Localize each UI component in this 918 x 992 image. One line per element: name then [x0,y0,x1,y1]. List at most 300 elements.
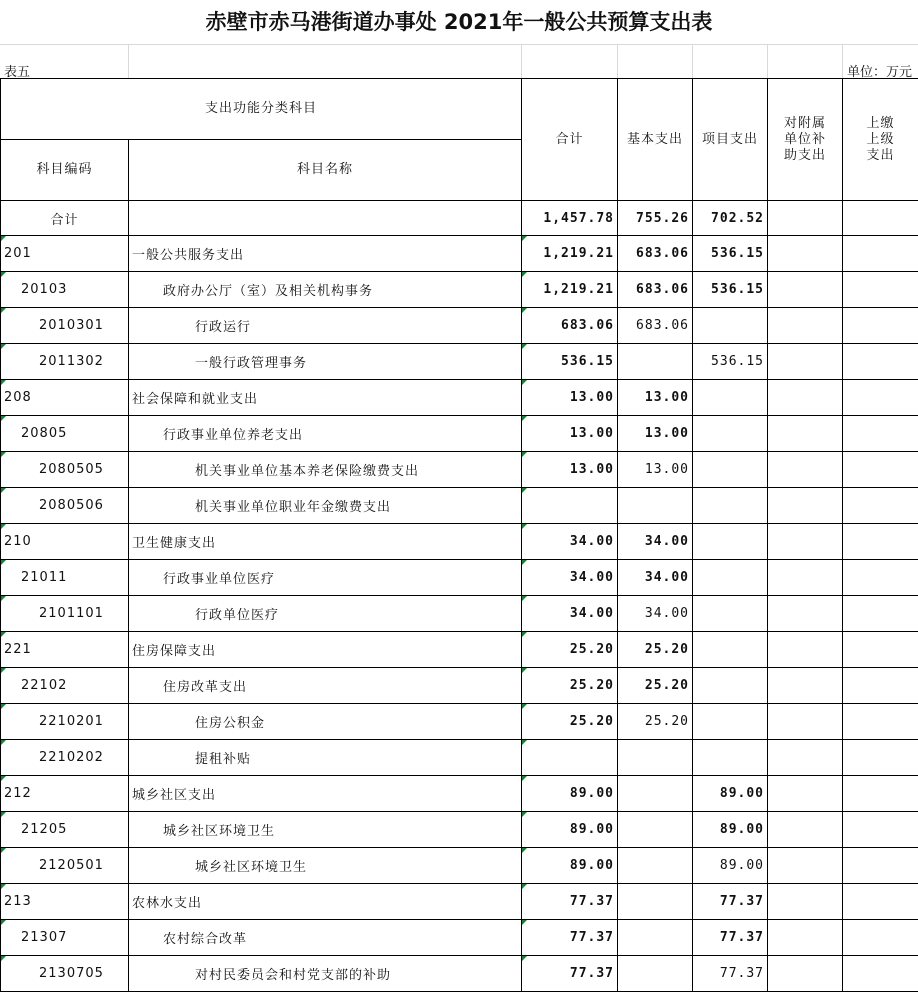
cell-text: 536.15 [711,246,765,261]
cell-text: 农村综合改革 [163,932,248,947]
table-row [1,380,918,416]
cell-text: 755.26 [636,210,690,226]
cell-text: 合计 [50,212,79,228]
cell-name [129,884,522,920]
cell-basic [618,740,693,776]
table-row [1,920,918,956]
cell-text: 77.37 [569,930,615,945]
header-project: 项目支出 [693,79,768,201]
cell-name [129,524,522,560]
table-row [1,416,918,452]
cell-code [1,380,129,416]
table-row [1,344,918,380]
cell-total [522,812,618,848]
cell-basic [618,272,693,308]
cell-text: 社会保障和就业支出 [132,392,259,407]
cell-total [522,452,618,488]
cell-text: 行政事业单位养老支出 [163,428,304,443]
header-basic: 基本支出 [618,79,693,201]
cell-text: 2010301 [39,318,104,333]
cell-upper [843,272,918,308]
cell-code [1,272,129,308]
cell-marker-icon [1,452,6,457]
cell-text: 77.37 [569,894,615,909]
cell-text: 34.00 [569,534,615,549]
cell-project [693,560,768,596]
cell-subsidy [768,380,843,416]
cell-upper [843,452,918,488]
cell-marker-icon [1,848,6,853]
cell-subsidy [768,668,843,704]
header-category-group: 支出功能分类科目 [1,79,522,140]
cell-basic [618,920,693,956]
cell-upper [843,308,918,344]
cell-project [693,956,768,992]
cell-text: 机关事业单位基本养老保险缴费支出 [195,464,420,479]
cell-text: 住房公积金 [195,716,266,731]
cell-text: 2080505 [39,462,104,477]
cell-marker-icon [522,812,527,817]
cell-text: 城乡社区支出 [132,788,217,803]
header-code: 科目编码 [1,140,129,201]
cell-project [693,272,768,308]
cell-basic [618,201,693,236]
cell-text: 2210201 [39,714,104,729]
cell-project [693,380,768,416]
cell-text: 2130705 [39,966,104,981]
cell-name [129,416,522,452]
cell-total [522,236,618,272]
cell-subsidy [768,956,843,992]
cell-code [1,236,129,272]
cell-subsidy [768,488,843,524]
cell-upper [843,632,918,668]
cell-text: 34.00 [644,534,690,549]
cell-code [1,596,129,632]
table-row [1,201,918,236]
cell-marker-icon [1,488,6,493]
cell-project [693,776,768,812]
cell-upper [843,488,918,524]
cell-basic [618,848,693,884]
cell-project [693,236,768,272]
cell-text: 683.06 [636,318,690,333]
cell-marker-icon [522,704,527,709]
cell-marker-icon [1,272,6,277]
cell-marker-icon [1,380,6,385]
cell-total [522,884,618,920]
cell-marker-icon [522,740,527,745]
cell-upper [843,668,918,704]
cell-marker-icon [1,776,6,781]
table-row [1,740,918,776]
cell-text: 34.00 [569,570,615,585]
cell-code [1,416,129,452]
cell-upper [843,560,918,596]
cell-total [522,344,618,380]
cell-marker-icon [1,668,6,673]
cell-marker-icon [1,704,6,709]
table-row [1,236,918,272]
cell-text: 212 [4,786,32,801]
table-row [1,848,918,884]
cell-text: 1,457.78 [543,210,615,226]
cell-text: 行政事业单位医疗 [163,572,276,587]
cell-upper [843,848,918,884]
header-upper: 上缴上级支出 [843,79,918,201]
cell-marker-icon [522,344,527,349]
table-row [1,488,918,524]
cell-text: 77.37 [719,930,765,945]
cell-project [693,344,768,380]
cell-text: 25.20 [644,642,690,657]
cell-name [129,920,522,956]
table-row [1,524,918,560]
cell-total [522,956,618,992]
cell-code [1,920,129,956]
cell-text: 农林水支出 [132,896,203,911]
cell-subsidy [768,201,843,236]
cell-name [129,308,522,344]
cell-text: 77.37 [719,894,765,909]
cell-project [693,596,768,632]
cell-text: 536.15 [561,354,615,369]
cell-marker-icon [1,308,6,313]
cell-text: 25.20 [644,714,690,729]
cell-project [693,201,768,236]
sheet-gridline [617,44,618,78]
cell-text: 89.00 [569,858,615,873]
sheet-gridline [842,44,843,78]
table-row [1,272,918,308]
cell-text: 683.06 [561,318,615,333]
cell-name [129,272,522,308]
cell-basic [618,632,693,668]
cell-basic [618,668,693,704]
cell-subsidy [768,308,843,344]
cell-code [1,704,129,740]
cell-text: 13.00 [569,390,615,405]
table-row [1,668,918,704]
cell-project [693,812,768,848]
cell-marker-icon [1,956,6,961]
cell-marker-icon [522,452,527,457]
cell-text: 25.20 [569,642,615,657]
cell-text: 34.00 [569,606,615,621]
cell-text: 89.00 [569,822,615,837]
cell-code [1,776,129,812]
cell-text: 20805 [21,426,68,441]
table-row [1,632,918,668]
cell-basic [618,812,693,848]
cell-code [1,812,129,848]
cell-total [522,704,618,740]
cell-upper [843,812,918,848]
cell-subsidy [768,776,843,812]
cell-code [1,956,129,992]
cell-project [693,704,768,740]
cell-subsidy [768,848,843,884]
cell-total [522,380,618,416]
cell-subsidy [768,740,843,776]
cell-marker-icon [1,560,6,565]
cell-name [129,236,522,272]
cell-marker-icon [522,776,527,781]
cell-basic [618,380,693,416]
cell-marker-icon [522,920,527,925]
cell-subsidy [768,596,843,632]
cell-text: 25.20 [644,678,690,693]
cell-marker-icon [522,308,527,313]
cell-total [522,632,618,668]
cell-text: 22102 [21,678,68,693]
cell-basic [618,488,693,524]
cell-text: 89.00 [719,858,765,873]
cell-text: 683.06 [636,282,690,297]
cell-basic [618,956,693,992]
cell-text: 21307 [21,930,68,945]
cell-name [129,848,522,884]
cell-text: 89.00 [719,786,765,801]
cell-text: 政府办公厅（室）及相关机构事务 [163,284,374,299]
cell-marker-icon [522,416,527,421]
cell-marker-icon [1,884,6,889]
cell-basic [618,596,693,632]
cell-subsidy [768,812,843,848]
cell-project [693,884,768,920]
cell-text: 536.15 [711,354,765,369]
cell-marker-icon [1,524,6,529]
cell-text: 34.00 [644,606,690,621]
cell-upper [843,740,918,776]
cell-text: 213 [4,894,32,909]
cell-text: 行政单位医疗 [195,608,280,623]
table-row [1,956,918,992]
cell-project [693,416,768,452]
cell-project [693,920,768,956]
cell-text: 一般行政管理事务 [195,356,308,371]
cell-name [129,344,522,380]
cell-total [522,524,618,560]
cell-name [129,560,522,596]
cell-total [522,740,618,776]
cell-marker-icon [1,236,6,241]
table-row [1,596,918,632]
cell-code [1,488,129,524]
cell-marker-icon [522,632,527,637]
page-title: 赤壁市赤马港街道办事处 2021年一般公共预算支出表 [205,10,713,34]
cell-basic [618,776,693,812]
cell-name [129,596,522,632]
cell-marker-icon [522,956,527,961]
cell-code [1,201,129,236]
table-row [1,704,918,740]
cell-text: 住房保障支出 [132,644,217,659]
cell-text: 77.37 [569,966,615,981]
cell-text: 536.15 [711,282,765,297]
cell-upper [843,704,918,740]
cell-text: 卫生健康支出 [132,536,217,551]
cell-text: 89.00 [719,822,765,837]
cell-name [129,201,522,236]
cell-name [129,668,522,704]
cell-upper [843,380,918,416]
cell-project [693,488,768,524]
cell-basic [618,524,693,560]
cell-marker-icon [1,740,6,745]
cell-text: 20103 [21,282,68,297]
cell-name [129,380,522,416]
cell-project [693,848,768,884]
cell-text: 13.00 [644,462,690,477]
cell-text: 89.00 [569,786,615,801]
cell-marker-icon [522,560,527,565]
cell-text: 2101101 [39,606,104,621]
cell-marker-icon [1,632,6,637]
cell-project [693,668,768,704]
cell-project [693,632,768,668]
cell-upper [843,776,918,812]
table-row [1,884,918,920]
cell-subsidy [768,632,843,668]
cell-total [522,668,618,704]
cell-text: 201 [4,246,32,261]
cell-subsidy [768,236,843,272]
sheet-gridline [692,44,693,78]
cell-basic [618,236,693,272]
table-row [1,812,918,848]
cell-text: 2011302 [39,354,104,369]
sheet-gridline [767,44,768,78]
cell-code [1,668,129,704]
cell-text: 对村民委员会和村党支部的补助 [195,968,392,983]
cell-total [522,920,618,956]
cell-text: 25.20 [569,714,615,729]
cell-text: 2120501 [39,858,104,873]
cell-subsidy [768,560,843,596]
unit-label: 单位：万元 [846,65,912,80]
cell-text: 1,219.21 [543,246,615,261]
cell-upper [843,956,918,992]
sheet-gridline [128,44,129,78]
cell-text: 2080506 [39,498,104,513]
cell-upper [843,201,918,236]
cell-code [1,524,129,560]
table-row [1,560,918,596]
header-total: 合计 [522,79,618,201]
cell-text: 208 [4,390,32,405]
cell-text: 机关事业单位职业年金缴费支出 [195,500,392,515]
budget-table [0,78,918,992]
cell-text: 13.00 [569,462,615,477]
cell-code [1,632,129,668]
cell-text: 21205 [21,822,68,837]
cell-subsidy [768,920,843,956]
cell-total [522,416,618,452]
cell-total [522,488,618,524]
cell-text: 702.52 [711,210,765,226]
cell-code [1,308,129,344]
cell-basic [618,452,693,488]
cell-total [522,272,618,308]
table-number: 表五 [4,65,31,80]
cell-project [693,452,768,488]
cell-marker-icon [1,596,6,601]
cell-subsidy [768,704,843,740]
cell-text: 提租补贴 [195,752,252,767]
cell-text: 行政运行 [195,320,252,335]
cell-total [522,201,618,236]
table-row [1,776,918,812]
cell-marker-icon [522,596,527,601]
cell-marker-icon [522,668,527,673]
cell-marker-icon [1,344,6,349]
header-name: 科目名称 [129,140,522,201]
cell-project [693,524,768,560]
cell-basic [618,308,693,344]
cell-marker-icon [1,812,6,817]
cell-code [1,344,129,380]
cell-name [129,632,522,668]
cell-text: 21011 [21,570,68,585]
cell-upper [843,884,918,920]
cell-marker-icon [522,884,527,889]
cell-project [693,308,768,344]
cell-marker-icon [522,380,527,385]
cell-text: 13.00 [644,426,690,441]
cell-basic [618,344,693,380]
header-subsidy: 对附属单位补助支出 [768,79,843,201]
cell-subsidy [768,272,843,308]
cell-text: 25.20 [569,678,615,693]
cell-upper [843,920,918,956]
cell-text: 城乡社区环境卫生 [163,824,276,839]
cell-marker-icon [522,848,527,853]
cell-basic [618,704,693,740]
cell-basic [618,560,693,596]
sheet-gridline [521,44,522,78]
cell-basic [618,884,693,920]
cell-name [129,812,522,848]
cell-name [129,956,522,992]
cell-text: 13.00 [644,390,690,405]
cell-marker-icon [1,920,6,925]
cell-marker-icon [522,524,527,529]
cell-text: 210 [4,534,32,549]
cell-subsidy [768,452,843,488]
cell-upper [843,236,918,272]
cell-text: 77.37 [719,966,765,981]
title-row [0,0,918,45]
cell-text: 683.06 [636,246,690,261]
cell-text: 221 [4,642,32,657]
cell-name [129,704,522,740]
cell-upper [843,416,918,452]
cell-total [522,776,618,812]
cell-subsidy [768,524,843,560]
cell-total [522,596,618,632]
cell-text: 1,219.21 [543,282,615,297]
cell-text: 34.00 [644,570,690,585]
cell-marker-icon [1,416,6,421]
cell-name [129,740,522,776]
cell-subsidy [768,884,843,920]
cell-code [1,884,129,920]
cell-subsidy [768,416,843,452]
cell-code [1,848,129,884]
cell-total [522,848,618,884]
cell-upper [843,524,918,560]
